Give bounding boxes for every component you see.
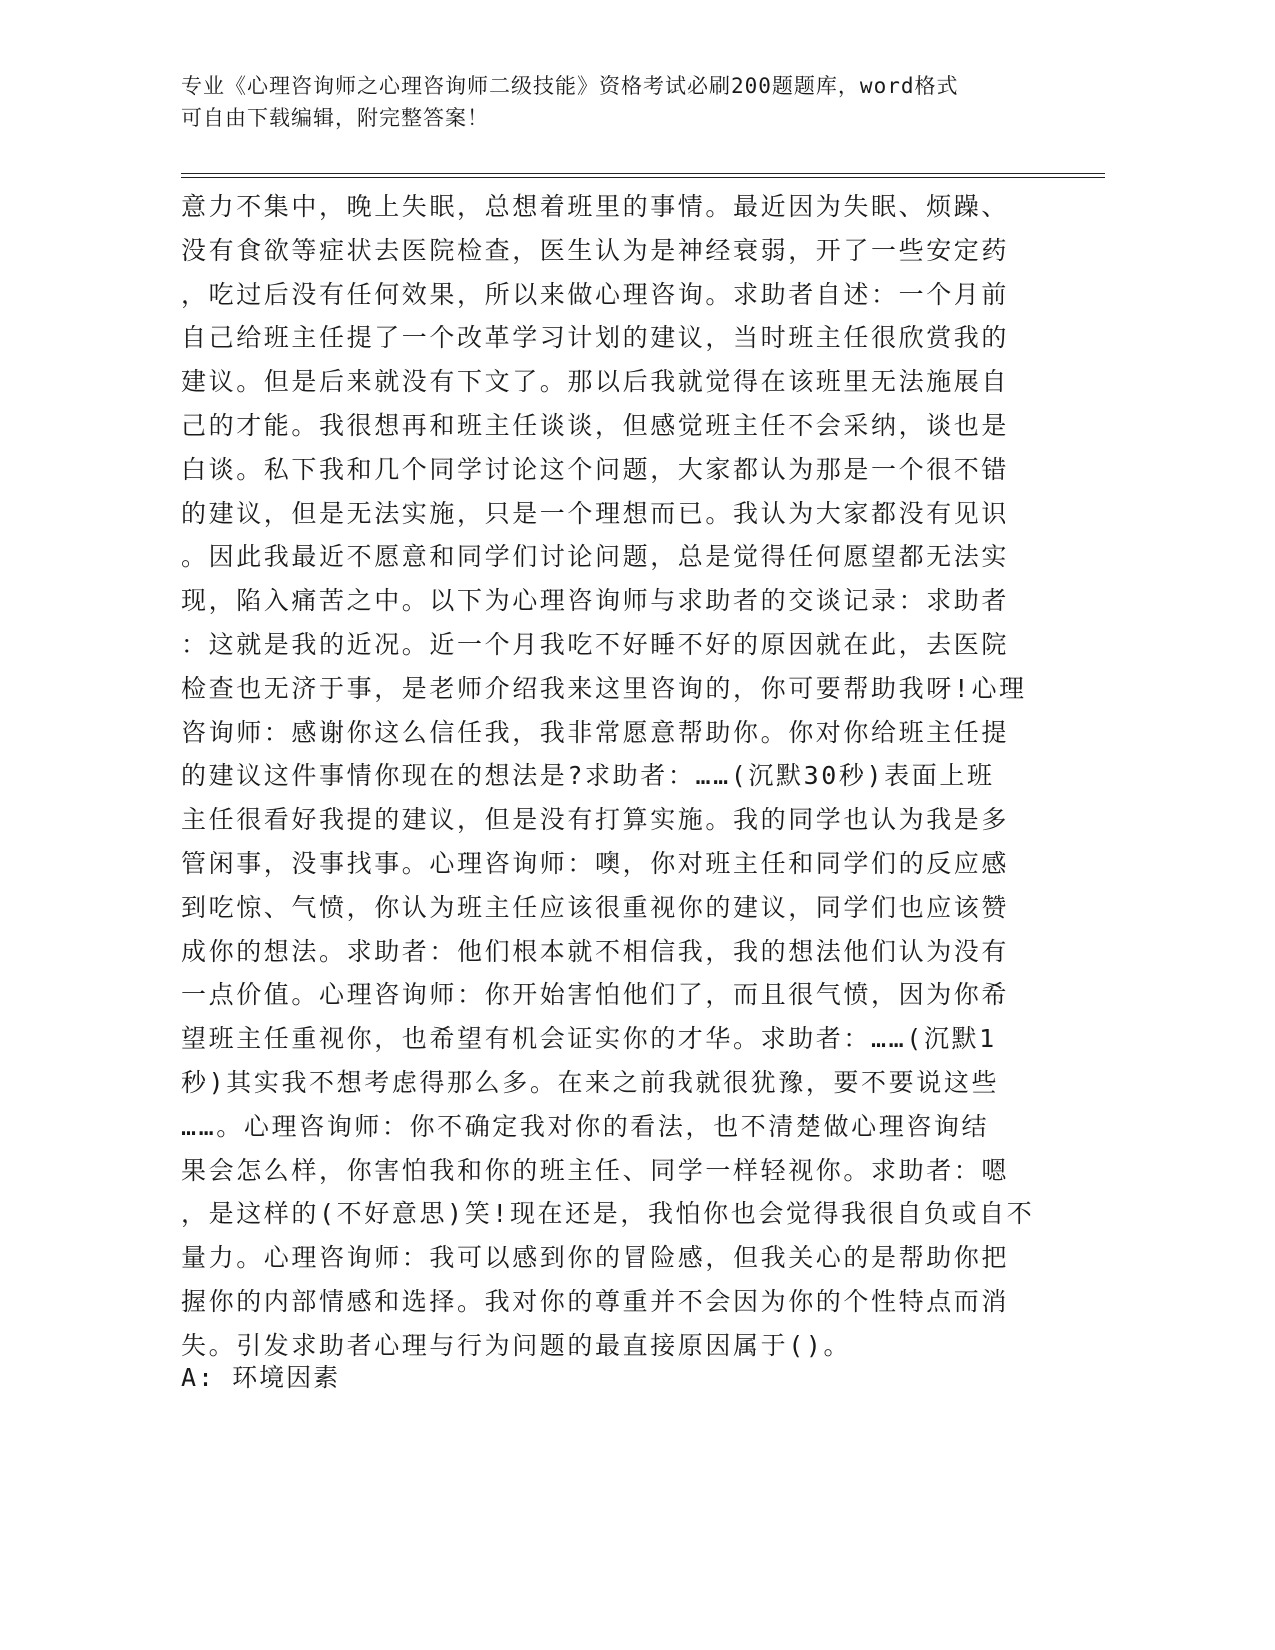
passage-line: 管闲事，没事找事。心理咨询师：噢，你对班主任和同学们的反应感 [181,848,1010,878]
passage-line: ：这就是我的近况。近一个月我吃不好睡不好的原因就在此，去医院 [181,629,1010,659]
passage-line: 。因此我最近不愿意和同学们讨论问题，总是觉得任何愿望都无法实 [181,542,1010,572]
passage-line: 果会怎么样，你害怕我和你的班主任、同学一样轻视你。求助者：嗯 [181,1155,1010,1185]
passage-line: 的建议这件事情你现在的想法是?求助者：……(沉默30秒)表面上班 [181,761,995,791]
passage-line: 的建议，但是无法实施，只是一个理想而已。我认为大家都没有见识 [181,498,1010,528]
passage-line: 成你的想法。求助者：他们根本就不相信我，我的想法他们认为没有 [181,936,1010,966]
passage-line: 白谈。私下我和几个同学讨论这个问题，大家都认为那是一个很不错 [181,454,1010,484]
passage-line: 己的才能。我很想再和班主任谈谈，但感觉班主任不会采纳，谈也是 [181,410,1010,440]
header-line-1: 专业《心理咨询师之心理咨询师二级技能》资格考试必刷200题题库，word格式 [181,74,959,98]
passage-line: 检查也无济于事，是老师介绍我来这里咨询的，你可要帮助我呀!心理 [181,673,1027,703]
passage-line: 自己给班主任提了一个改革学习计划的建议，当时班主任很欣赏我的 [181,323,1010,353]
passage-line: 现，陷入痛苦之中。以下为心理咨询师与求助者的交谈记录：求助者 [181,586,1010,616]
passage-line: ……。心理咨询师：你不确定我对你的看法，也不清楚做心理咨询结 [181,1111,990,1141]
passage-line: 量力。心理咨询师：我可以感到你的冒险感，但我关心的是帮助你把 [181,1243,1010,1273]
passage-line: ，吃过后没有任何效果，所以来做心理咨询。求助者自述：一个月前 [181,279,1010,309]
header-divider-top [181,173,1105,174]
passage-line: 到吃惊、气愤，你认为班主任应该很重视你的建议，同学们也应该赞 [181,892,1010,922]
passage-line: 建议。但是后来就没有下文了。那以后我就觉得在该班里无法施展自 [181,367,1010,397]
passage-line: ，是这样的(不好意思)笑!现在还是，我怕你也会觉得我很自负或自不 [181,1199,1035,1229]
passage-line: 失。引发求助者心理与行为问题的最直接原因属于()。 [181,1330,852,1360]
passage-line: 主任很看好我提的建议，但是没有打算实施。我的同学也认为我是多 [181,805,1010,835]
passage-line: 一点价值。心理咨询师：你开始害怕他们了，而且很气愤，因为你希 [181,980,1010,1010]
passage-line: 握你的内部情感和选择。我对你的尊重并不会因为你的个性特点而消 [181,1286,1010,1316]
question-passage [181,185,1041,1368]
passage-line: 望班主任重视你，也希望有机会证实你的才华。求助者：……(沉默1 [181,1024,997,1054]
document-header [181,70,1041,134]
passage-line: 咨询师：感谢你这么信任我，我非常愿意帮助你。你对你给班主任提 [181,717,1010,747]
option-a: A: 环境因素 [181,1363,341,1392]
header-line-2: 可自由下载编辑，附完整答案！ [181,106,489,130]
header-divider-bottom [181,177,1105,178]
passage-line: 秒)其实我不想考虑得那么多。在来之前我就很犹豫，要不要说这些 [181,1067,1000,1097]
passage-line: 意力不集中，晚上失眠，总想着班里的事情。最近因为失眠、烦躁、 [181,192,1010,221]
passage-line: 没有食欲等症状去医院检查，医生认为是神经衰弱，开了一些安定药 [181,235,1010,265]
